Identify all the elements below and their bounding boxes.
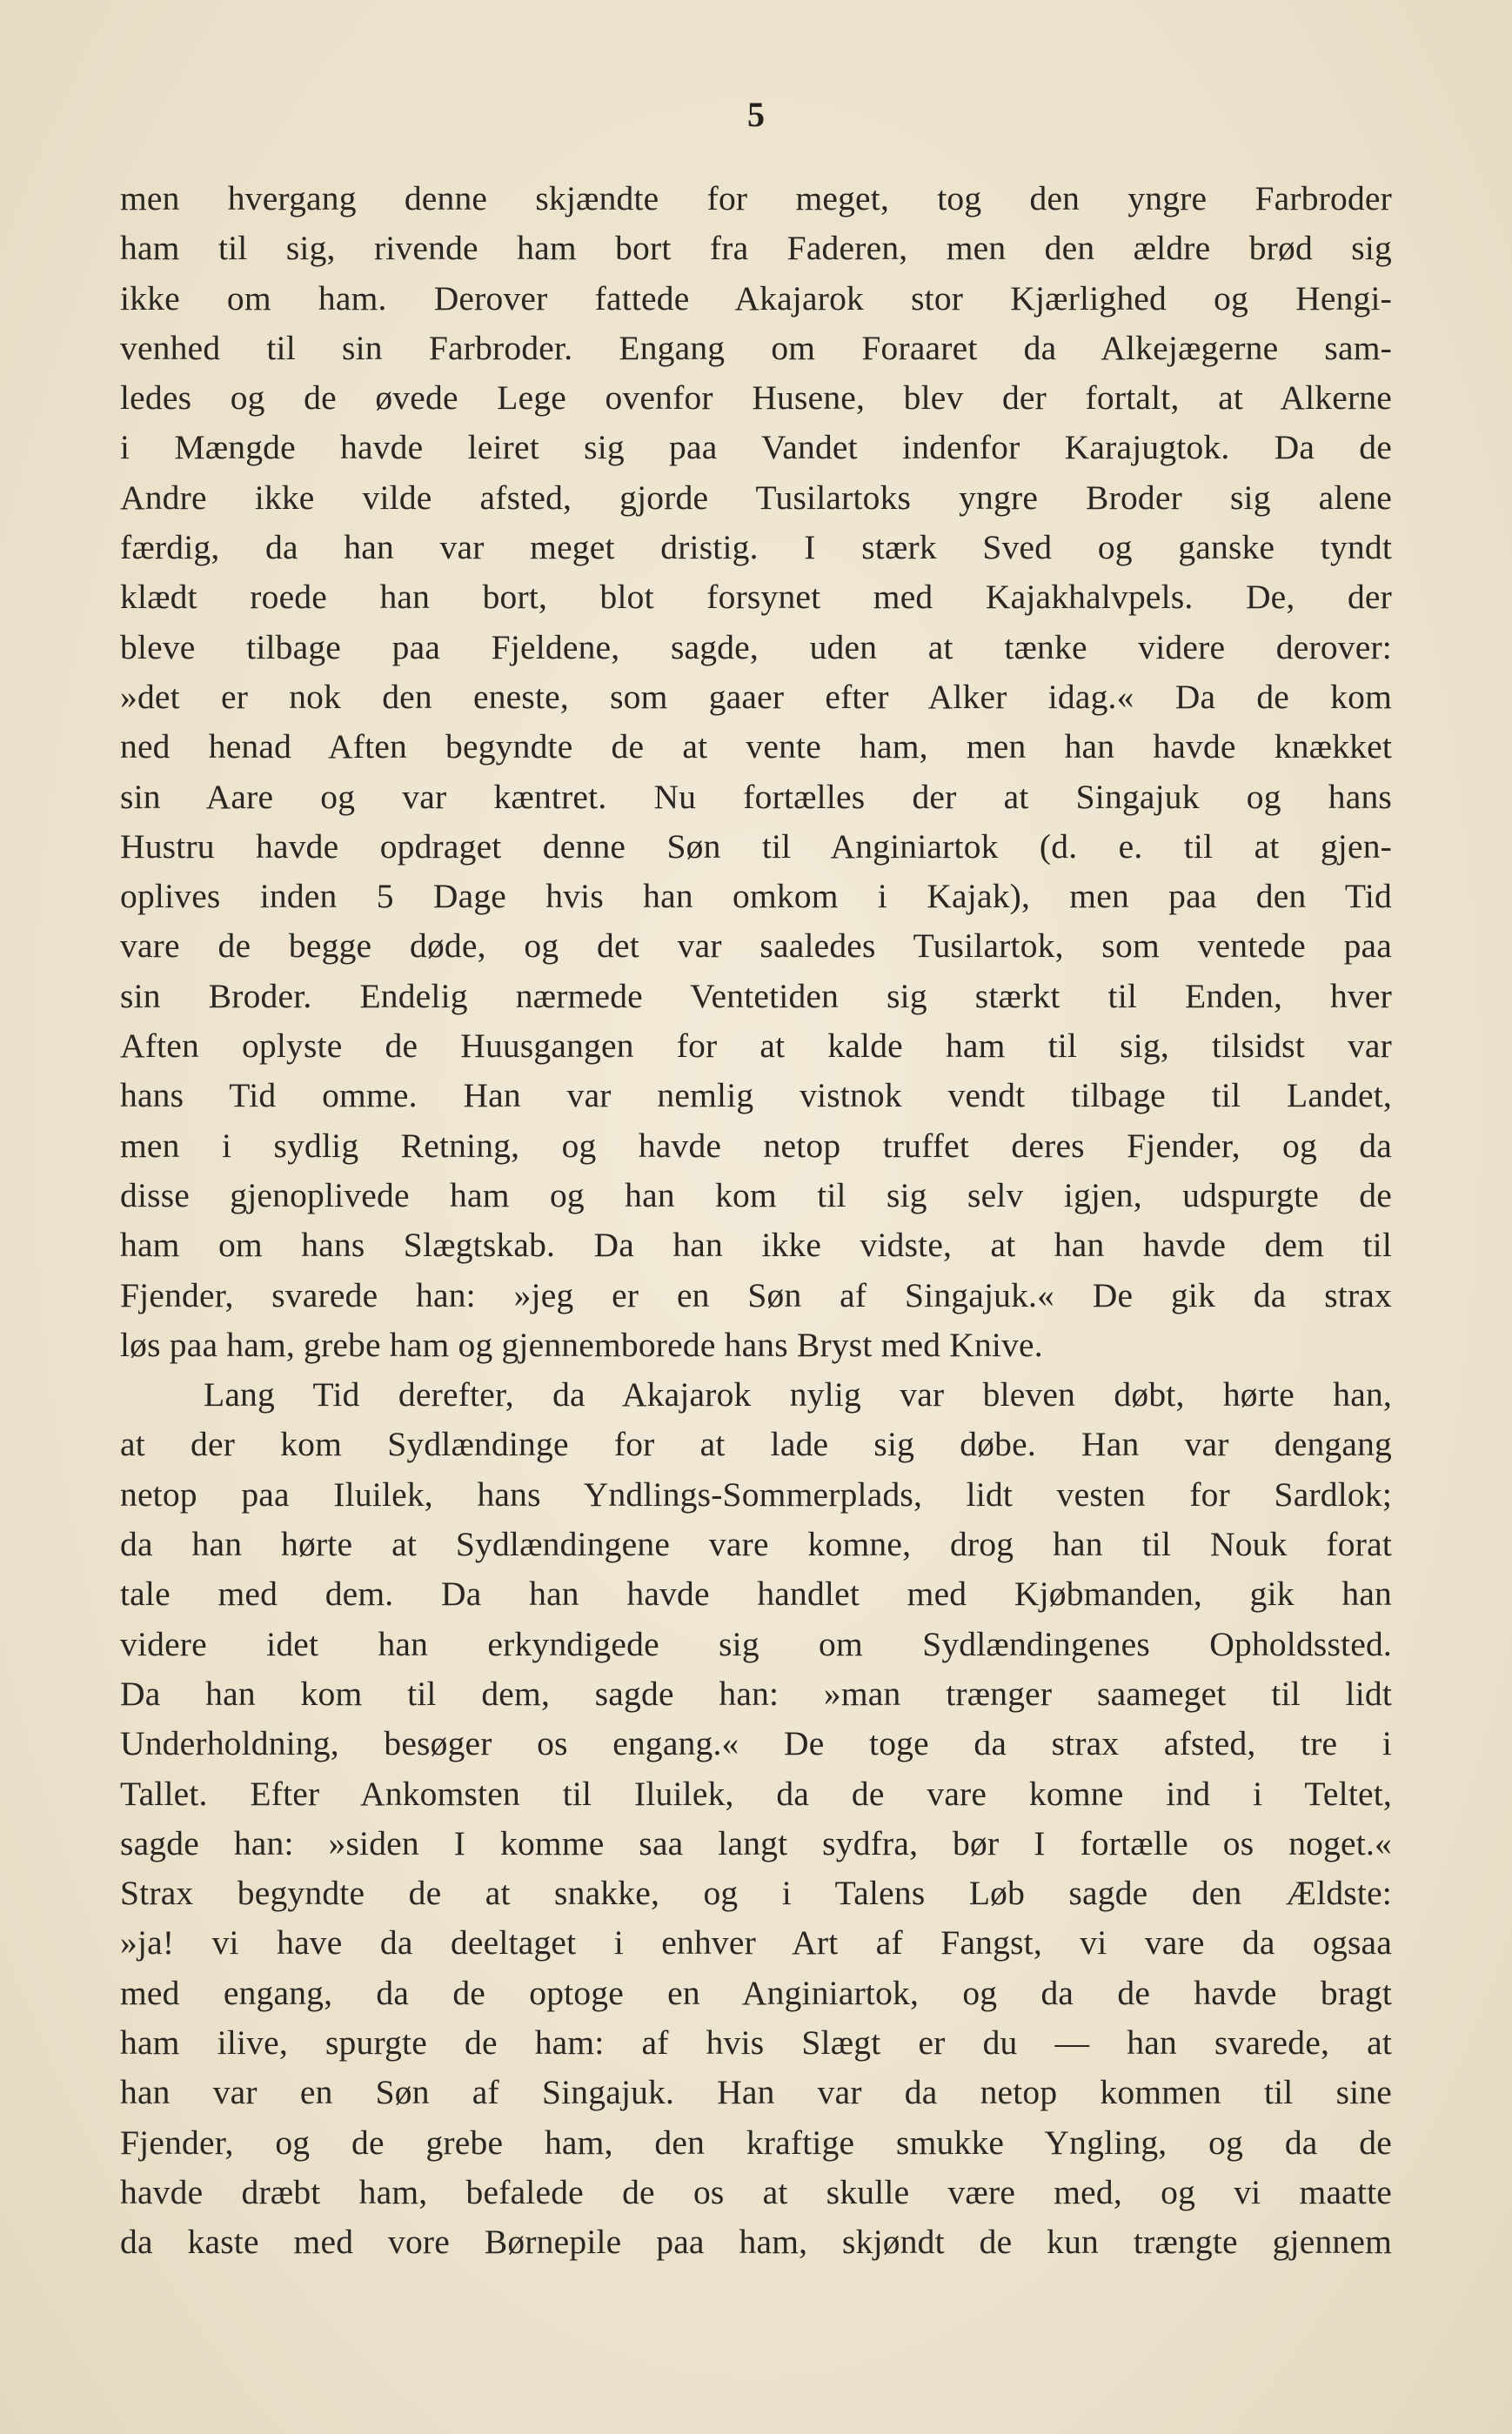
text-line: ham om hans Slægtskab. Da han ikke vidste, at han havde dem til xyxy=(120,1226,1392,1265)
paragraph-start-line: Lang Tid derefter, da Akajarok nylig var bleven døbt, hørte han, xyxy=(204,1375,1392,1414)
text-line: Hustru havde opdraget denne Søn til Anginiartok (d. e. til at gjen- xyxy=(120,826,1392,866)
text-line: disse gjenoplivede ham og han kom til sig selv igjen, udspurgte de xyxy=(120,1175,1392,1214)
text-line: oplives inden 5 Dage hvis han omkom i Kajak), men paa den Tid xyxy=(120,877,1392,916)
text-line: Fjender, svarede han: »jeg er en Søn af Singajuk.« De gik da strax xyxy=(120,1275,1392,1314)
text-line: »ja! vi have da deeltaget i enhver Art af Fangst, vi vare da ogsaa xyxy=(120,1923,1392,1963)
text-line: ledes og de øvede Lege ovenfor Husene, blev der fortalt, at Alkerne xyxy=(120,378,1392,418)
text-line: hans Tid omme. Han var nemlig vistnok vendt tilbage til Landet, xyxy=(120,1076,1392,1115)
text-line: venhed til sin Farbroder. Engang om Foraaret da Alkejægerne sam- xyxy=(120,328,1392,367)
text-line: sin Broder. Endelig nærmede Ventetiden sig stærkt til Enden, hver xyxy=(120,976,1392,1015)
text-line: ham til sig, rivende ham bort fra Faderen, men den ældre brød sig xyxy=(120,229,1392,268)
text-line: tale med dem. Da han havde handlet med Kjøbmanden, gik han xyxy=(120,1575,1392,1614)
text-line: Underholdning, besøger os engang.« De toge da strax afsted, tre i xyxy=(120,1724,1392,1763)
text-line: sagde han: »siden I komme saa langt sydfra, bør I fortælle os noget.« xyxy=(120,1823,1392,1862)
text-line: med engang, da de optoge en Anginiartok, og da de havde bragt xyxy=(120,1973,1392,2012)
paragraph-end-line: løs paa ham, grebe ham og gjennemborede hans Bryst med Knive. xyxy=(120,1325,1043,1364)
text-line: da han hørte at Sydlændingene vare komne, drog han til Nouk forat xyxy=(120,1525,1392,1564)
text-line: at der kom Sydlændinge for at lade sig døbe. Han var dengang xyxy=(120,1425,1392,1464)
text-line: ned henad Aften begyndte de at vente ham, men han havde knækket xyxy=(120,727,1392,766)
text-line: men i sydlig Retning, og havde netop truffet deres Fjender, og da xyxy=(120,1126,1392,1165)
text-line: Tallet. Efter Ankomsten til Iluilek, da de vare komne ind i Teltet, xyxy=(120,1774,1392,1813)
text-line: ikke om ham. Derover fattede Akajarok stor Kjærlighed og Hengi- xyxy=(120,278,1392,318)
text-line: færdig, da han var meget dristig. I stærk Sved og ganske tyndt xyxy=(120,528,1392,567)
text-line: videre idet han erkyndigede sig om Sydlændingenes Opholdssted. xyxy=(120,1624,1392,1663)
text-line: bleve tilbage paa Fjeldene, sagde, uden at tænke videre derover: xyxy=(120,627,1392,666)
text-line: Aften oplyste de Huusgangen for at kalde ham til sig, tilsidst var xyxy=(120,1026,1392,1066)
text-line: havde dræbt ham, befalede de os at skulle være med, og vi maatte xyxy=(120,2172,1392,2211)
text-line: Andre ikke vilde afsted, gjorde Tusilartoks yngre Broder sig alene xyxy=(120,478,1392,517)
text-line: ham ilive, spurgte de ham: af hvis Slægt er du — han svarede, at xyxy=(120,2023,1392,2062)
text-line: Da han kom til dem, sagde han: »man trænger saameget til lidt xyxy=(120,1674,1392,1713)
text-line: han var en Søn af Singajuk. Han var da netop kommen til sine xyxy=(120,2073,1392,2112)
text-line: »det er nok den eneste, som gaaer efter Alker idag.« Da de kom xyxy=(120,677,1392,716)
body-text xyxy=(120,174,1392,2267)
text-line: men hvergang denne skjændte for meget, tog den yngre Farbroder xyxy=(120,179,1392,217)
text-line: vare de begge døde, og det var saaledes Tusilartok, som ventede paa xyxy=(120,926,1392,966)
text-line: Strax begyndte de at snakke, og i Talens Løb sagde den Ældste: xyxy=(120,1874,1392,1913)
page-number: 5 xyxy=(747,95,765,134)
text-line: Fjender, og de grebe ham, den kraftige smukke Yngling, og da de xyxy=(120,2123,1392,2162)
text-line: netop paa Iluilek, hans Yndlings-Sommerplads, lidt vesten for Sardlok; xyxy=(120,1474,1392,1514)
text-line: klædt roede han bort, blot forsynet med Kajakhalvpels. De, der xyxy=(120,578,1392,617)
text-line: i Mængde havde leiret sig paa Vandet indenfor Karajugtok. Da de xyxy=(120,428,1392,467)
text-line: sin Aare og var kæntret. Nu fortælles der at Singajuk og hans xyxy=(120,777,1392,816)
text-line: da kaste med vore Børnepile paa ham, skjøndt de kun trængte gjennem xyxy=(120,2223,1392,2262)
